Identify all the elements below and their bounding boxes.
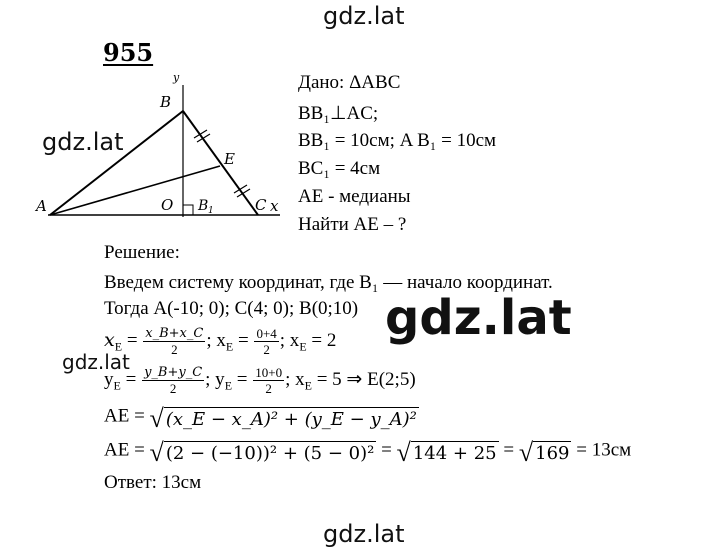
- watermark-left: gdz.lat: [42, 128, 124, 156]
- given-line-6: Найти AE – ?: [298, 214, 407, 235]
- formula-ye: $y_E$ = $\frac{y\_B+y\_C}{2}$ ; $y_E$ = $\frac{10+0}{2}$ ; $x_E = 5$ ⇒ E(2;5): [104, 365, 416, 396]
- median-ae: [50, 166, 220, 215]
- watermark-small: gdz.lat: [62, 350, 130, 374]
- formula-ae: AE = √ (x_E − x_A)² + (y_E − y_A)²: [104, 404, 417, 433]
- side-bc: [183, 111, 258, 215]
- right-angle-mark: [183, 205, 193, 215]
- label-y: y: [173, 71, 180, 84]
- watermark-center: gdz.lat: [385, 290, 572, 346]
- watermark-bottom: gdz.lat: [323, 520, 405, 548]
- label-b1: B: [198, 198, 209, 214]
- triangle-figure: [30, 65, 330, 225]
- answer: Ответ: 13см: [104, 472, 202, 493]
- given-line-4: BC₁ = 4см: [298, 158, 381, 179]
- solution-heading: Решение:: [104, 242, 180, 263]
- formula-xe: $x_E$ = $\frac{x\_B+x\_C}{2}$ ; $x_E$ = $\frac{0+4}{2}$ ; $x_E = 2$: [104, 326, 337, 357]
- given-line-1: Дано: ΔABC: [298, 72, 401, 93]
- label-x: x: [270, 197, 279, 215]
- label-b: B: [160, 93, 172, 111]
- label-b1-sub: 1: [208, 206, 214, 216]
- label-c: C: [255, 196, 267, 214]
- label-o: O: [161, 196, 174, 214]
- given-line-5: AE - медианы: [298, 186, 411, 207]
- problem-number: 955: [103, 38, 154, 67]
- given-line-2: BB₁⊥AC;: [298, 103, 379, 124]
- solution-intro: Введем систему координат, где B₁ — начало координат.: [104, 272, 553, 293]
- label-a: A: [36, 197, 47, 215]
- given-line-3: BB₁ = 10см; A B₁ = 10см: [298, 130, 497, 151]
- label-e: E: [224, 150, 235, 168]
- watermark-top: gdz.lat: [323, 2, 405, 30]
- solution-coords: Тогда A(-10; 0); C(4; 0); B(0;10): [104, 298, 359, 319]
- calc-ae: AE = √ (2 − (−10))² + (5 − 0)² = √ 144 + 25 = √ 169 = 13см: [104, 438, 632, 467]
